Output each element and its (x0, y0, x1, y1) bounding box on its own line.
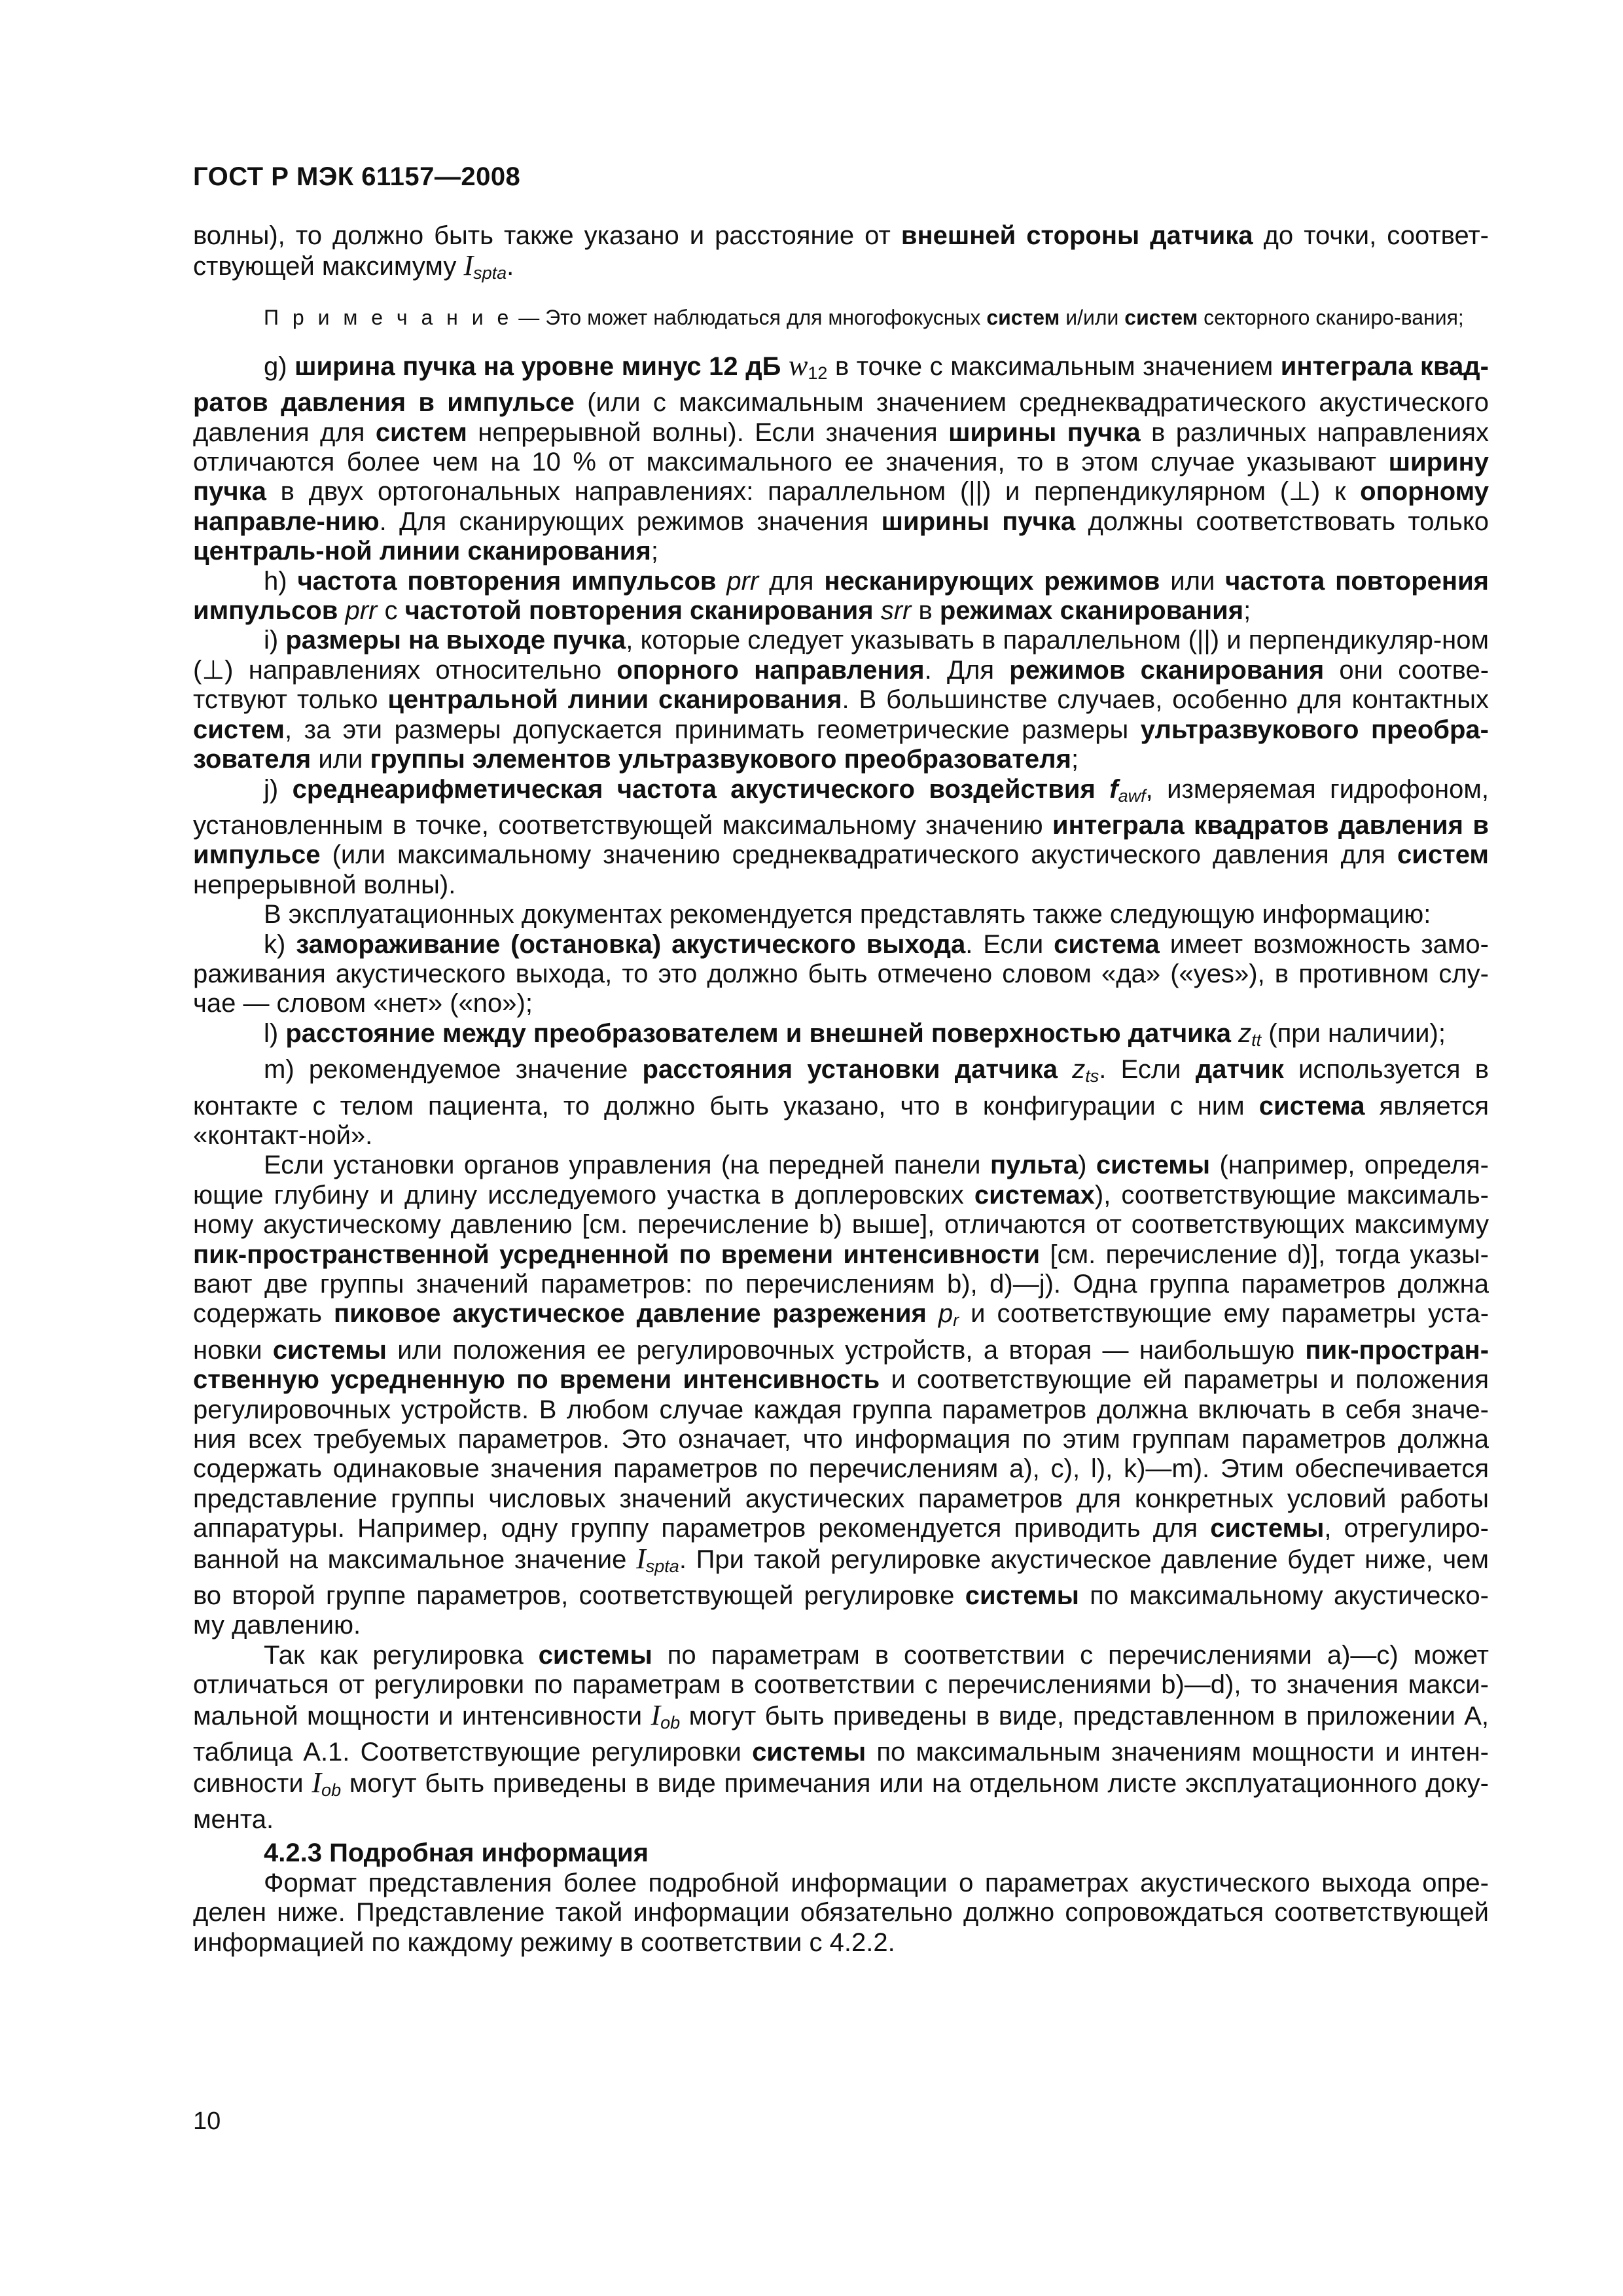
page-header: ГОСТ Р МЭК 61157—2008 (193, 162, 521, 191)
paragraph-format: Формат представления более подробной информации о параметрах акустического выхода опре-делен ниже. Представление такой информации обязательно должно сопровождаться соответствующей информацией по каждому режиму в соответствии с 4.2.2. (193, 1868, 1489, 1957)
list-item-m: m) рекомендуемое значение расстояния установки датчика $z_{ts}$. Если датчик используется в контакте с телом пациента, то должно быть указано, что в конфигурации с ним система является «контакт-ной». (193, 1055, 1489, 1150)
list-item-i: i) размеры на выходе пучка, которые следует указывать в параллельном (||) и перпендикуляр-ном (⊥) направлениях относительно опорного направления. Для режимов сканирования они соотве-тствуют только центральной линии сканирования. В большинстве случаев, особенно для контактных систем, за эти размеры допускается принимать геометрические размеры ультразвукового преобра-зователя или группы элементов ультразвукового преобразователя; (193, 626, 1489, 774)
paragraph-regulation: Так как регулировка системы по параметрам в соответствии с перечислениями a)—c) может отличаться от регулировки по параметрам в соответствии с перечислениями b)—d), то значения макси-мальной мощности и интенсивности $I_{ob}$ могут быть приведены в виде, представленном в приложении А, таблица А.1. Соответствующие регулировки системы по максимальным значениям мощности и интен-сивности $I_{ob}$ могут быть приведены в виде примечания или на отдельном листе эксплуатационного доку-мента. (193, 1640, 1489, 1834)
note-label: П р и м е ч а н и е (264, 305, 513, 329)
body-text (193, 221, 1489, 1958)
list-item-j: j) среднеарифметическая частота акустического воздействия $f_{awf}$, измеряемая гидрофоном, установленным в точке, соответствующей максимальному значению интеграла квадратов давления в импульсе (или максимальному значению среднеквадратического акустического давления для систем непрерывной волны). (193, 774, 1489, 899)
note: П р и м е ч а н и е — Это может наблюдаться для многофокусных систем и/или систем секторного сканиро-вания; (264, 305, 1464, 329)
list-item-l: l) расстояние между преобразователем и внешней поверхностью датчика $z_{tt}$ (при наличии); (264, 1018, 1446, 1050)
section-heading: 4.2.3 Подробная информация (264, 1839, 649, 1868)
paragraph-controls: Если установки органов управления (на передней панели пульта) системы (например, определя-ющие глубину и длину исследуемого участка в доплеровских системах), соответствующие максималь-ному акустическому давлению [см. перечисление b) выше], отличаются от соответствующих максимуму пик-пространственной усредненной по времени интенсивности [см. перечисление d)], тогда указы-вают две группы значений параметров: по перечислениям b), d)—j). Одна группа параметров должна содержать пиковое акустическое давление разрежения $p_r$ и соответствующие ему параметры уста-новки системы или положения ее регулировочных устройств, а вторая — наибольшую пик-простран-ственную усредненную по времени интенсивность и соответствующие ей параметры и положения регулировочных устройств. В любом случае каждая группа параметров должна включать в себя значе-ния всех требуемых параметров. Это означает, что информация по этим группам параметров должна содержать одинаковые значения параметров по перечислениям a), c), l), k)—m). Этим обеспечивается представление группы числовых значений акустических параметров для конкретных условий работы аппаратуры. Например, одну группу параметров рекомендуется приводить для системы, отрегулиро-ванной на максимальное значение $I_{spta}$. При такой регулировке акустическое давление будет ниже, чем во второй группе параметров, соответствующей регулировке системы по максимальному акустическо-му давлению. (193, 1151, 1489, 1640)
page-number: 10 (193, 2108, 221, 2135)
list-item-k: k) замораживание (остановка) акустического выхода. Если система имеет возможность замо-раживания акустического выхода, то это должно быть отмечено словом «да» («yes»), в противном слу-чае — словом «нет» («no»); (193, 929, 1489, 1018)
list-item-h: h) частота повторения импульсов prr для несканирующих режимов или частота повторения импульсов prr с частотой повторения сканирования srr в режимах сканирования; (193, 566, 1489, 626)
list-item-g: g) ширина пучка на уровне минус 12 дБ $w_{12}$ в точке с максимальным значением интеграла квад-ратов давления в импульсе (или с максимальным значением среднеквадратического акустического давления для систем непрерывной волны). Если значения ширины пучка в различных направлениях отличаются более чем на 10 % от максимального ее значения, то в этом случае указывают ширину пучка в двух ортогональных направлениях: параллельном (||) и перпендикулярном (⊥) к опорному направле-нию. Для сканирующих режимов значения ширины пучка должны соответствовать только централь-ной линии сканирования; (193, 349, 1489, 566)
paragraph-info: В эксплуатационных документах рекомендуется представлять также следующую информацию: (264, 900, 1431, 929)
paragraph-continuation: волны), то должно быть также указано и расстояние от внешней стороны датчика до точки, соответ-ствующей максимуму $I_{spta}$. (193, 221, 1489, 283)
